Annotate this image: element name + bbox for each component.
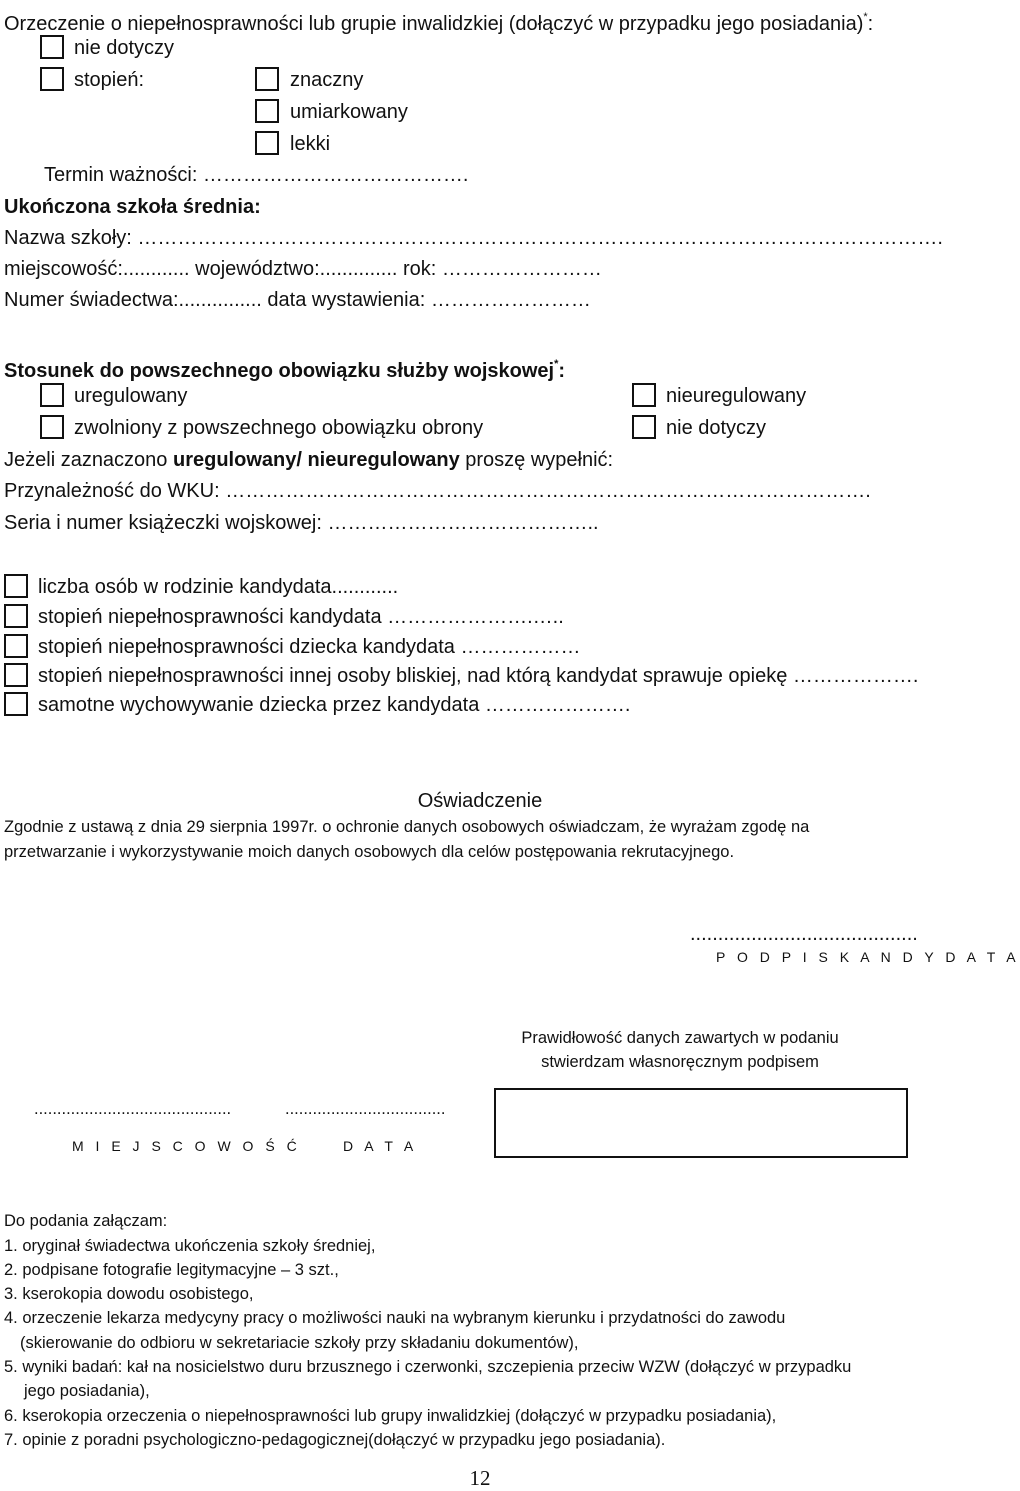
- date-line[interactable]: ...................................: [285, 1100, 446, 1118]
- statement-line-2: przetwarzanie i wykorzystywanie moich danych osobowych dla celów postępowania rekrutacyjnego.: [4, 843, 735, 861]
- attachment-item: 2. podpisane fotografie legitymacyjne – 3 szt.,: [4, 1261, 339, 1279]
- verification-line-1: Prawidłowość danych zawartych w podaniu: [521, 1029, 839, 1047]
- checkbox-criterion-single-parenting[interactable]: [4, 692, 28, 716]
- not-applicable-label: nie dotyczy: [74, 37, 175, 59]
- degree-moderate-label: umiarkowany: [290, 101, 408, 123]
- attachment-item: 3. kserokopia dowodu osobistego,: [4, 1285, 254, 1303]
- checkbox-degree-moderate[interactable]: [255, 99, 279, 123]
- checkbox-exempt[interactable]: [40, 415, 64, 439]
- attachment-item: 4. orzeczenie lekarza medycyny pracy o możliwości nauki na wybranym kierunku i przydatności do zawodu: [4, 1309, 786, 1327]
- certificate-field[interactable]: Numer świadectwa:............... data wystawienia: ……………………: [4, 289, 591, 311]
- wku-field[interactable]: Przynależność do WKU: …………………………………………………………………………………….: [4, 480, 871, 502]
- school-heading: Ukończona szkoła średnia:: [4, 196, 261, 218]
- degree-significant-label: znaczny: [290, 69, 364, 91]
- military-heading: Stosunek do powszechnego obowiązku służby wojskowej*:: [4, 358, 566, 382]
- checkbox-criterion-relative-disability[interactable]: [4, 663, 28, 687]
- criterion-relative-disability: stopień niepełnosprawności innej osoby bliskiej, nad którą kandydat sprawuje opiekę ……………….: [38, 665, 919, 687]
- attachment-item: 6. kserokopia orzeczenia o niepełnosprawności lub grupy inwalidzkiej (dołączyć w przypadku posiadania),: [4, 1407, 777, 1425]
- criterion-family-size: liczba osób w rodzinie kandydata............: [38, 576, 399, 598]
- checkbox-not-applicable[interactable]: [40, 35, 64, 59]
- disability-heading: Orzeczenie o niepełnosprawności lub grupie inwalidzkiej (dołączyć w przypadku jego posiadania)*:: [4, 11, 874, 35]
- page-number: 12: [469, 1466, 491, 1490]
- regulated-label: uregulowany: [74, 385, 188, 407]
- degree-label: stopień:: [74, 69, 145, 91]
- signature-line[interactable]: .........................................: [690, 923, 918, 945]
- attachments-heading: Do podania załączam:: [4, 1212, 168, 1230]
- military-instruction: Jeżeli zaznaczono uregulowany/ nieuregulowany proszę wypełnić:: [4, 449, 614, 471]
- criterion-candidate-disability: stopień niepełnosprawności kandydata ………………….…..: [38, 606, 564, 628]
- signature-label: P O D P I S K A N D Y D A T A: [716, 949, 1020, 965]
- checkbox-degree-mild[interactable]: [255, 131, 279, 155]
- checkbox-criterion-candidate-disability[interactable]: [4, 604, 28, 628]
- checkbox-regulated[interactable]: [40, 383, 64, 407]
- validity-field[interactable]: Termin ważności: ………………………………….: [44, 164, 469, 186]
- place-label: M I E J S C O W O Ś Ć: [72, 1138, 301, 1154]
- place-line[interactable]: ...........................................: [34, 1100, 232, 1118]
- school-location-field[interactable]: miejscowość:............ województwo:.............. rok: ……………………: [4, 258, 602, 280]
- statement-line-1: Zgodnie z ustawą z dnia 29 sierpnia 1997r. o ochronie danych osobowych oświadczam, że wyrażam zgodę na: [4, 818, 810, 836]
- criterion-child-disability: stopień niepełnosprawności dziecka kandydata ………………: [38, 636, 581, 658]
- date-label: D A T A: [343, 1138, 418, 1154]
- military-book-field[interactable]: Seria i numer książeczki wojskowej: …………………………………..: [4, 512, 599, 534]
- stamp-box: [494, 1088, 908, 1158]
- attachment-item-continued: (skierowanie do odbioru w sekretariacie szkoły przy składaniu dokumentów),: [20, 1334, 579, 1352]
- verification-line-2: stwierdzam własnoręcznym podpisem: [541, 1053, 819, 1071]
- exempt-label: zwolniony z powszechnego obowiązku obrony: [74, 417, 484, 439]
- school-name-field[interactable]: Nazwa szkoły: ………………………………………………………………………………………………………….: [4, 227, 943, 249]
- statement-title: Oświadczenie: [417, 790, 543, 812]
- checkbox-criterion-family-size[interactable]: [4, 574, 28, 598]
- criterion-single-parenting: samotne wychowywanie dziecka przez kandydata ………………….: [38, 694, 631, 716]
- checkbox-degree-significant[interactable]: [255, 67, 279, 91]
- checkbox-military-na[interactable]: [632, 415, 656, 439]
- checkbox-criterion-child-disability[interactable]: [4, 634, 28, 658]
- attachment-item-continued: jego posiadania),: [24, 1382, 150, 1400]
- attachment-item: 1. oryginał świadectwa ukończenia szkoły średniej,: [4, 1237, 376, 1255]
- degree-mild-label: lekki: [290, 133, 331, 155]
- unregulated-label: nieuregulowany: [666, 385, 807, 407]
- checkbox-degree[interactable]: [40, 67, 64, 91]
- checkbox-unregulated[interactable]: [632, 383, 656, 407]
- attachment-item: 5. wyniki badań: kał na nosicielstwo duru brzusznego i czerwonki, szczepienia przeciw WZW (dołączyć w przypadku: [4, 1358, 852, 1376]
- military-na-label: nie dotyczy: [666, 417, 767, 439]
- attachment-item: 7. opinie z poradni psychologiczno-pedagogicznej(dołączyć w przypadku jego posiadania).: [4, 1431, 666, 1449]
